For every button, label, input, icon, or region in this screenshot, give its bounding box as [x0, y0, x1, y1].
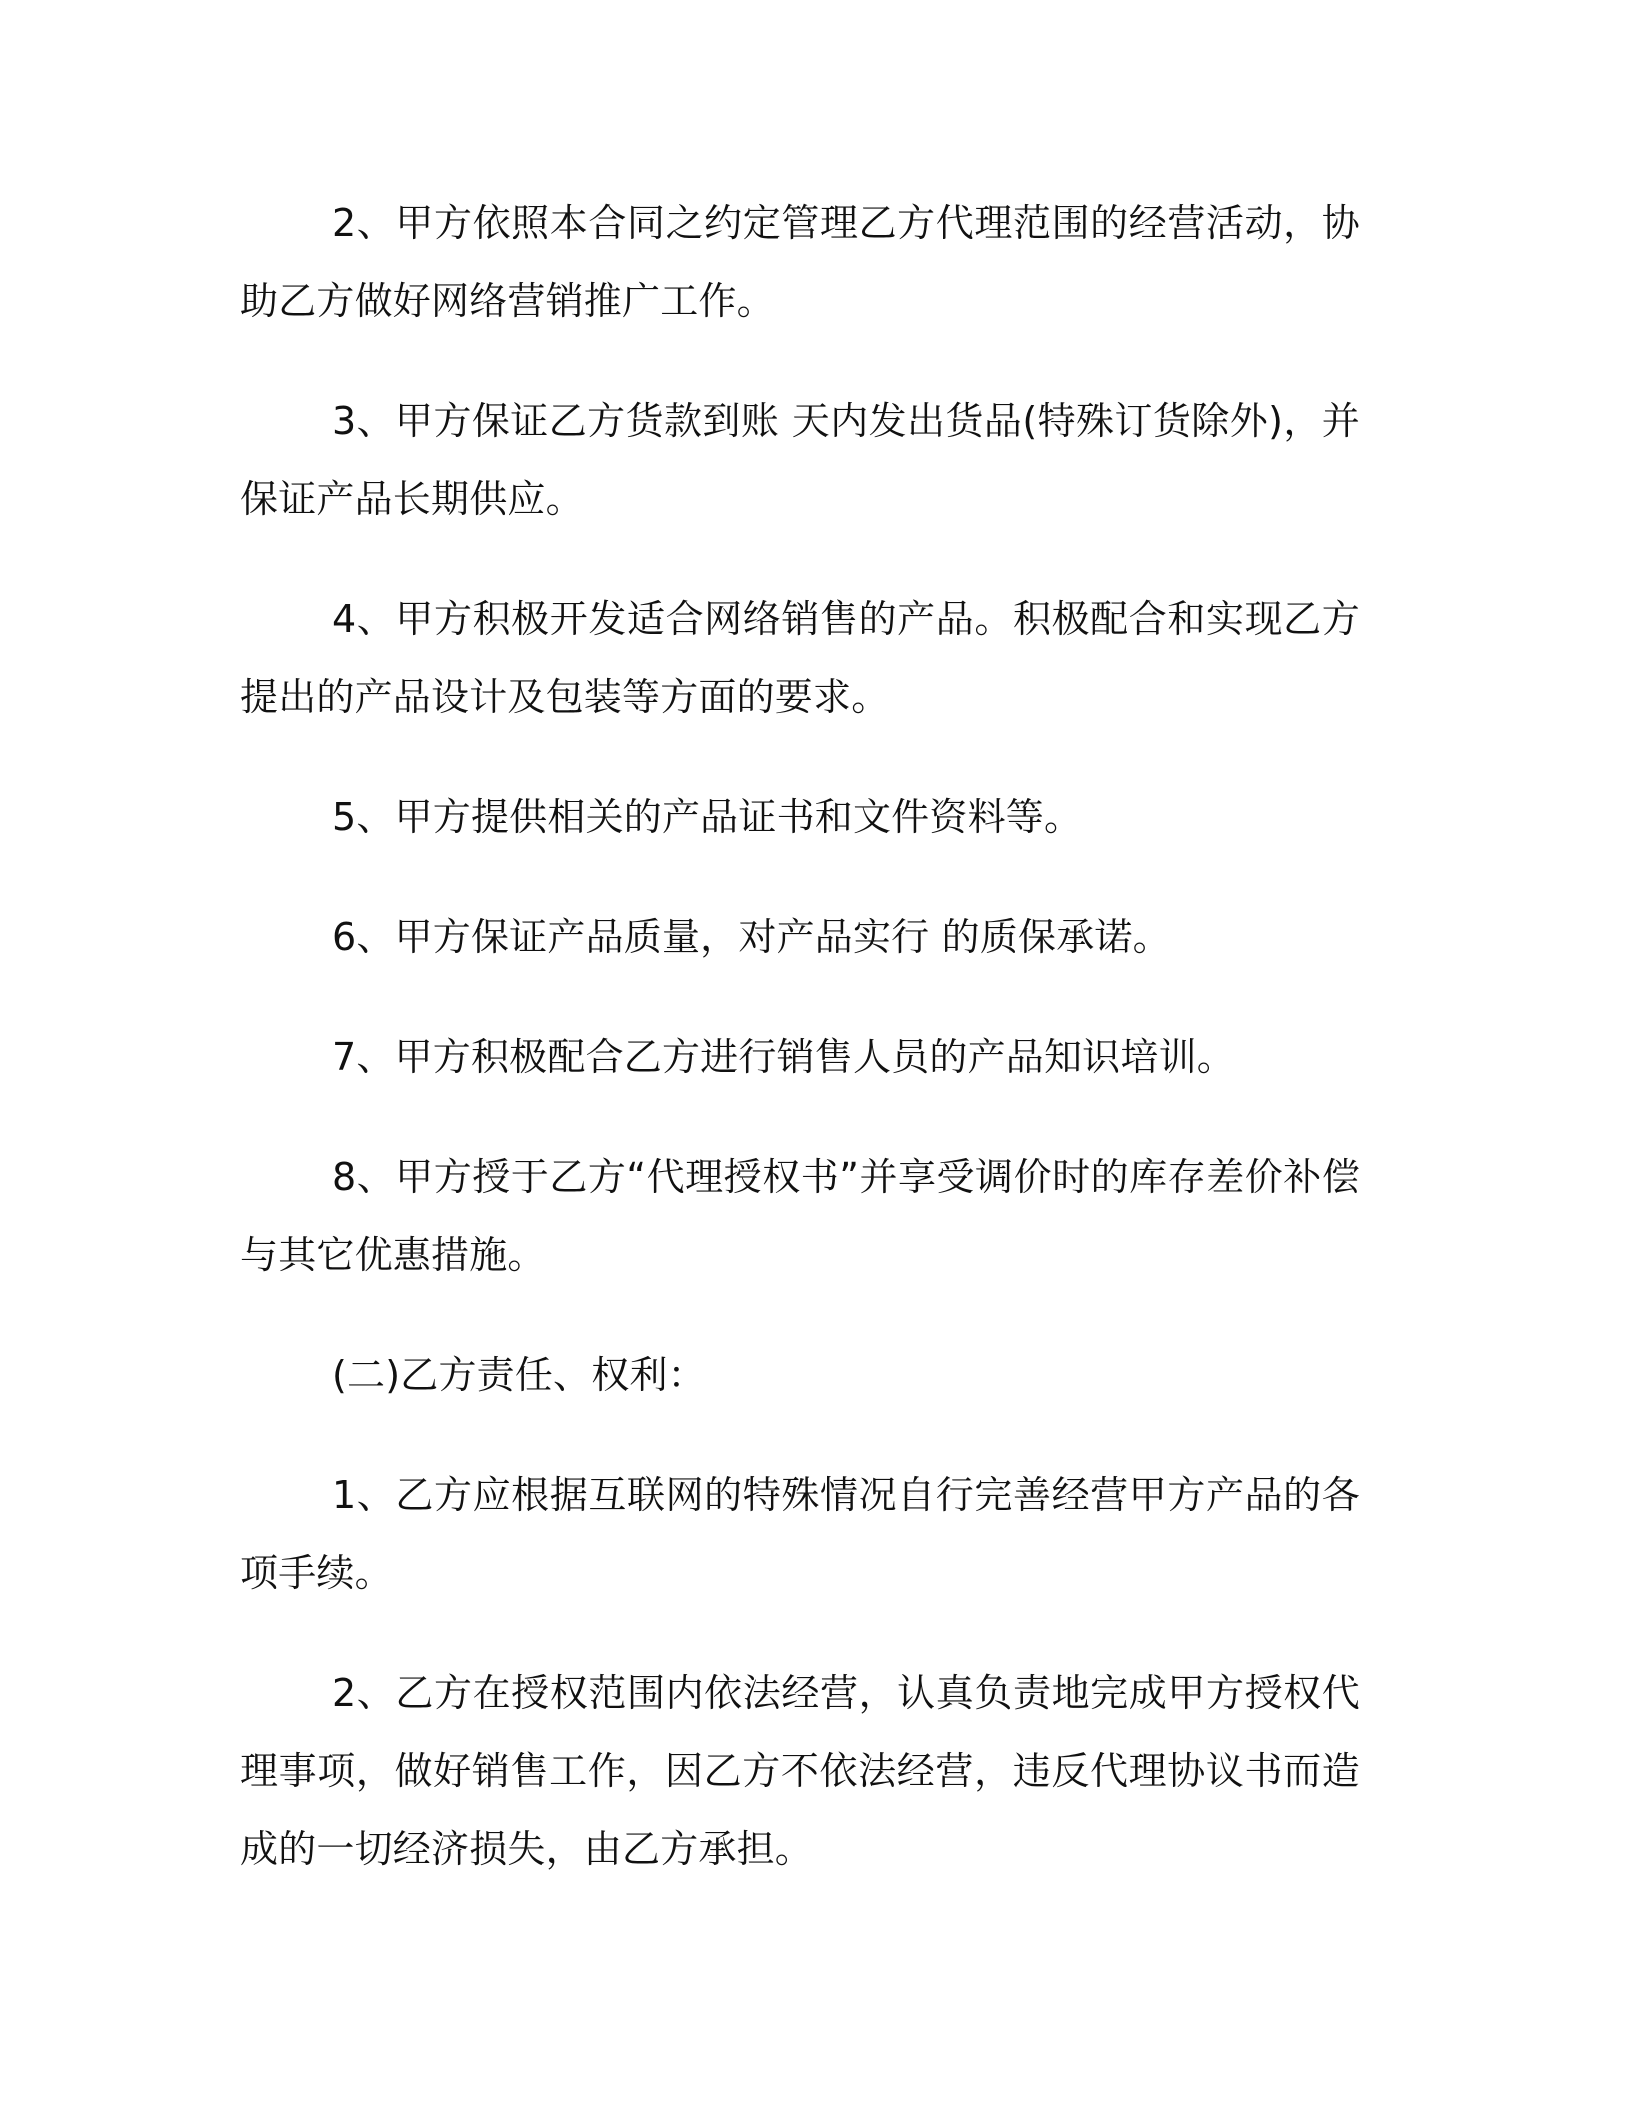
clause-party-a-3: 3、甲方保证乙方货款到账 天内发出货品(特殊订货除外)，并保证产品长期供应。: [240, 399, 1360, 521]
section-heading-party-b: (二)乙方责任、权利：: [332, 1353, 706, 1397]
clause-party-a-5: 5、甲方提供相关的产品证书和文件资料等。: [332, 795, 1083, 839]
clause-party-b-2: 2、乙方在授权范围内依法经营，认真负责地完成甲方授权代理事项，做好销售工作，因乙方不依法经营，违反代理协议书而造成的一切经济损失，由乙方承担。: [240, 1671, 1360, 1871]
clause-party-a-2: 2、甲方依照本合同之约定管理乙方代理范围的经营活动，协助乙方做好网络营销推广工作。: [240, 201, 1360, 323]
clause-party-a-6: 6、甲方保证产品质量，对产品实行 的质保承诺。: [332, 915, 1171, 959]
document-body: [240, 184, 1360, 1930]
clause-party-a-7: 7、甲方积极配合乙方进行销售人员的产品知识培训。: [332, 1035, 1235, 1079]
clause-party-b-1: 1、乙方应根据互联网的特殊情况自行完善经营甲方产品的各项手续。: [240, 1473, 1360, 1595]
clause-party-a-4: 4、甲方积极开发适合网络销售的产品。积极配合和实现乙方提出的产品设计及包装等方面的要求。: [240, 597, 1360, 719]
clause-party-a-8: 8、甲方授于乙方“代理授权书”并享受调价时的库存差价补偿与其它优惠措施。: [240, 1155, 1360, 1277]
